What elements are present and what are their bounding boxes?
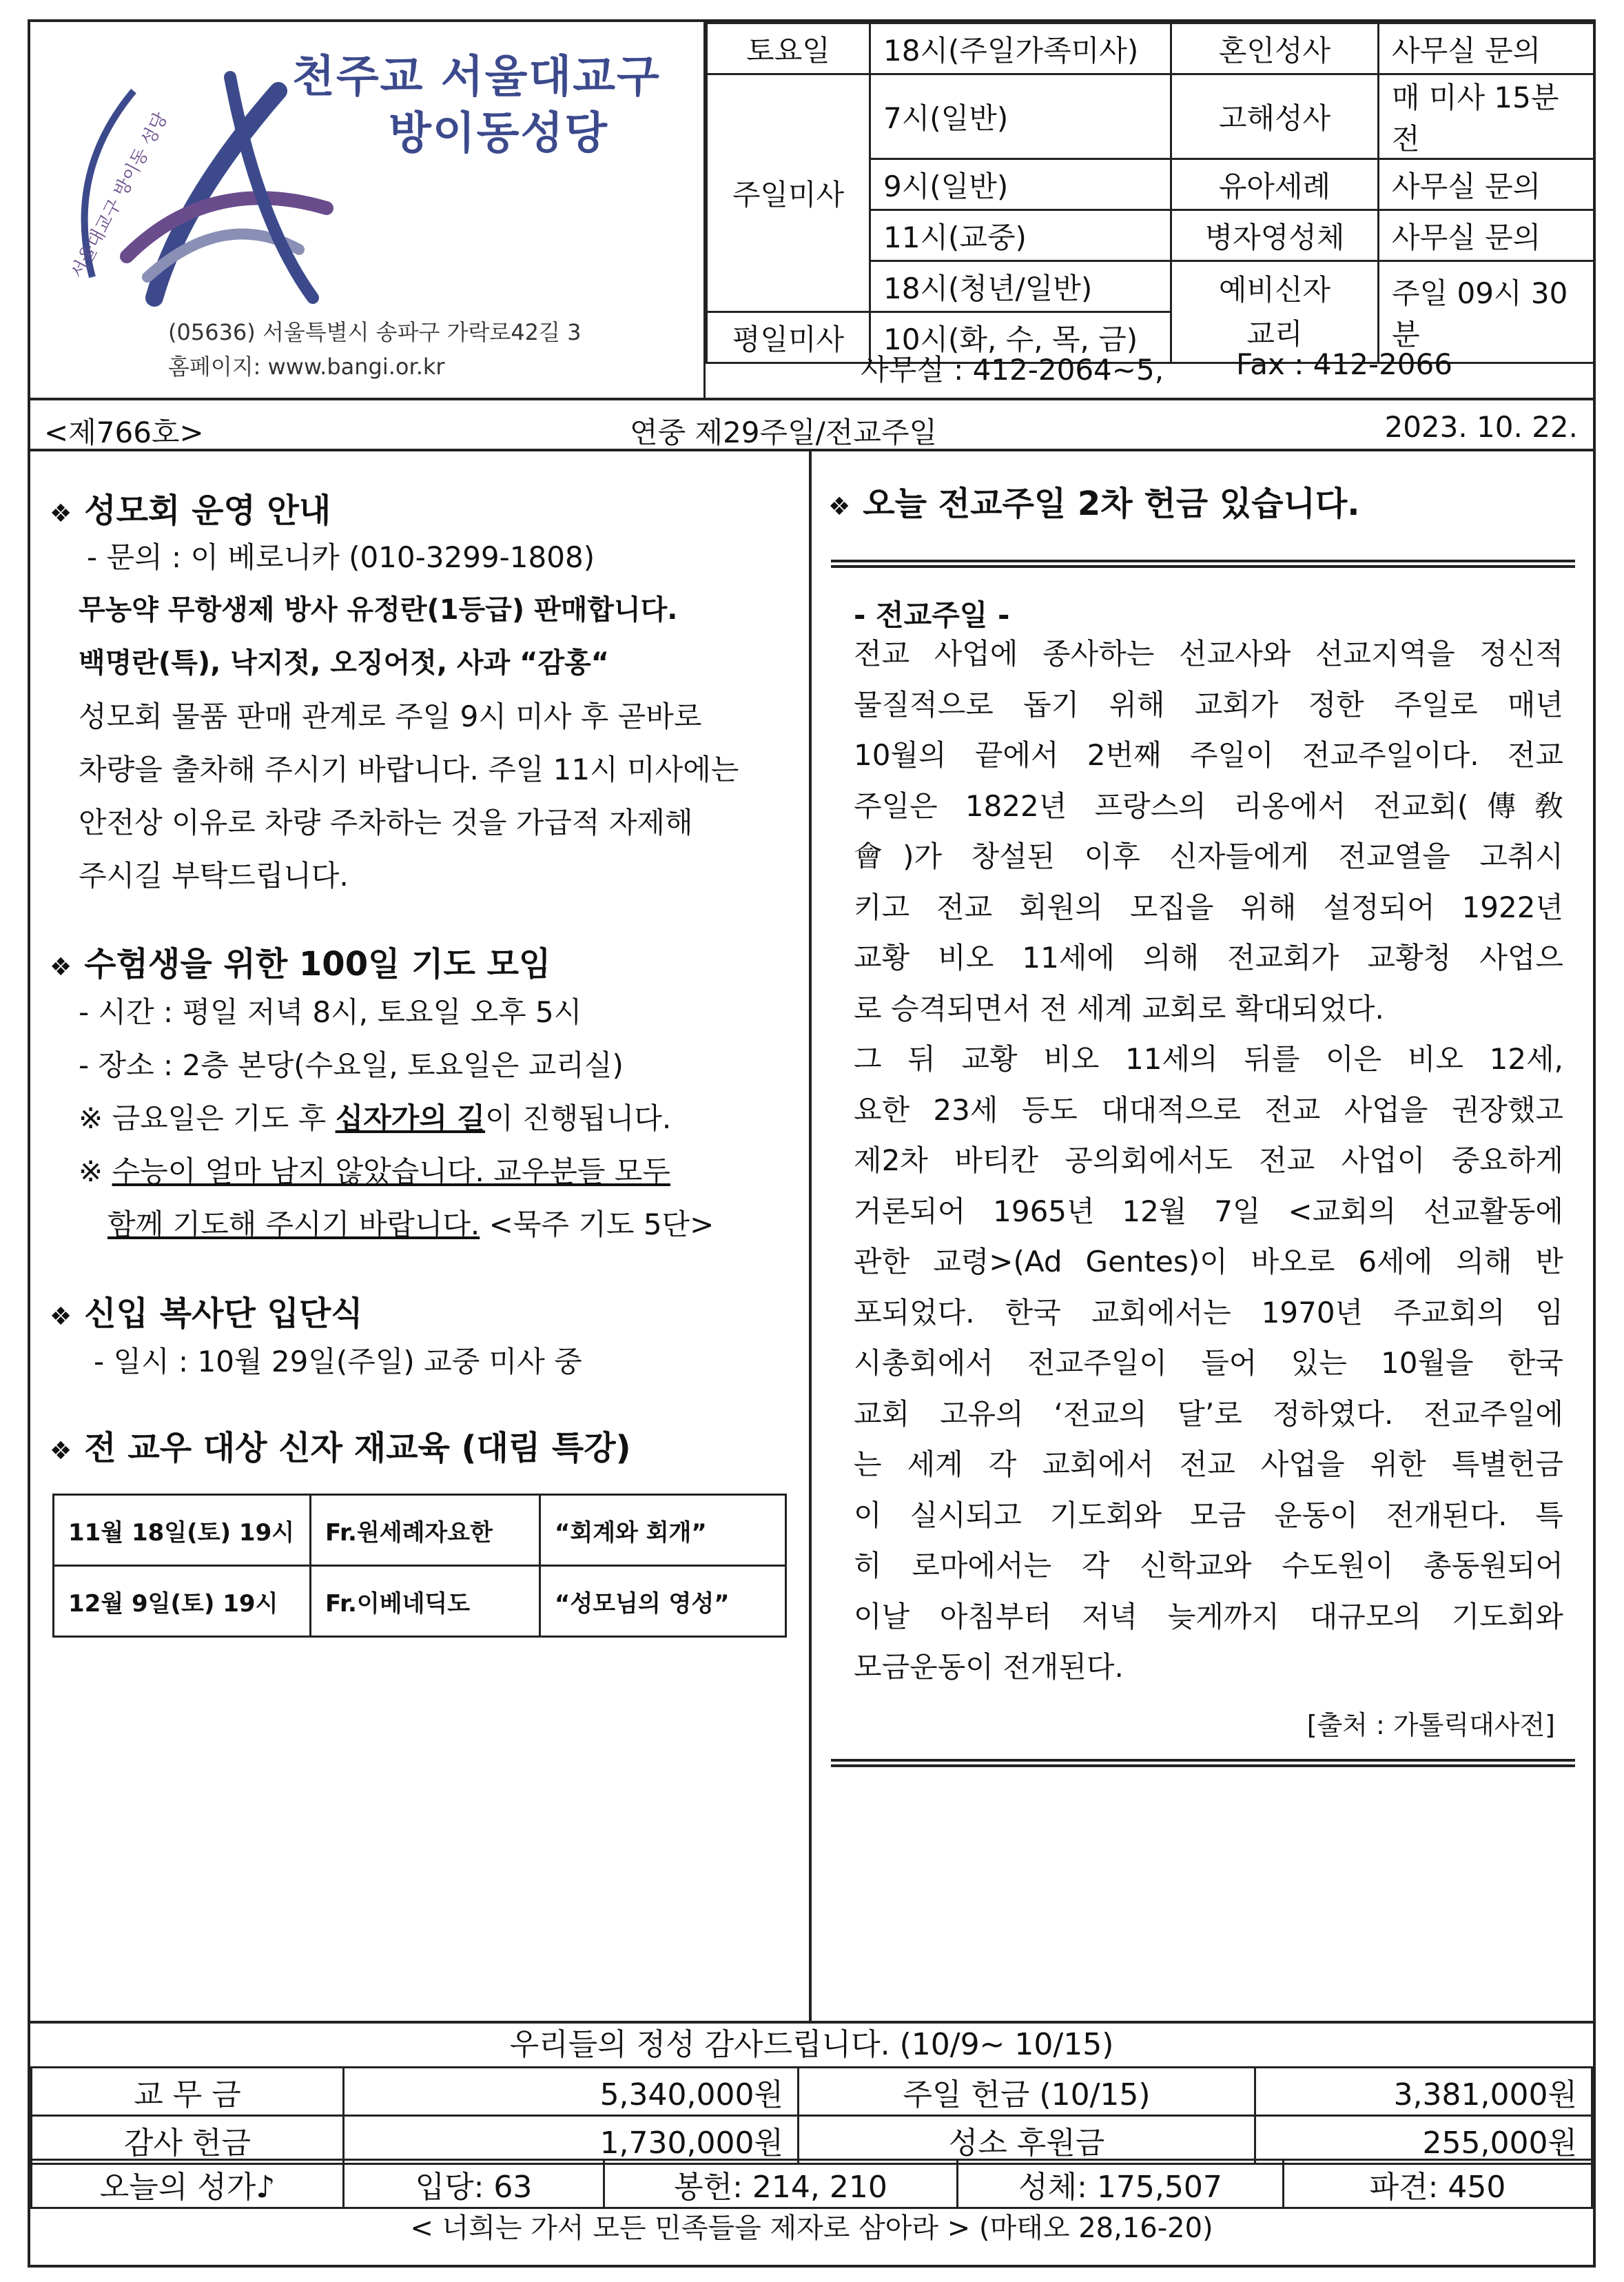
hymn-communion: 성체: 175,507 — [958, 2160, 1284, 2208]
section-altar-servers — [50, 1287, 363, 1334]
offering-thanks: 우리들의 정성 감사드립니다. (10/9~ 10/15) — [30, 2021, 1593, 2066]
hymn-offertory: 봉헌: 214, 210 — [604, 2160, 958, 2208]
section-title: ❖ 성모회 운영 안내 — [50, 491, 331, 530]
article-line: 會)가 창설된 이후 신자들에게 전교열을 고취시 — [854, 839, 1563, 873]
saturday-time: 18시(주일가족미사) — [870, 23, 1171, 74]
hymn-dismissal: 파견: 450 — [1284, 2160, 1592, 2208]
service-info: 사무실 문의 — [1379, 23, 1595, 74]
service-name: 병자영성체 — [1171, 210, 1379, 261]
prayer-note-2: ※ 수능이 얼마 남지 않았습니다. 교우분들 모두 — [79, 1154, 670, 1188]
collection-notice-text: 오늘 전교주일 2차 헌금 있습니다. — [863, 485, 1360, 523]
mass-schedule-table — [706, 22, 1596, 364]
article-line: 시총회에서 전교주일이 들어 있는 10월을 한국 — [854, 1346, 1563, 1380]
column-divider — [809, 451, 812, 2021]
service-info: 사무실 문의 — [1379, 159, 1595, 210]
diamond-bullet-icon: ❖ — [50, 953, 72, 981]
issue-number: <제766호> — [44, 416, 204, 449]
article-line: 교황 비오 11세에 의해 전교회가 교황청 사업으 — [854, 941, 1563, 975]
service-info: 사무실 문의 — [1379, 210, 1595, 261]
table-row — [32, 2068, 1592, 2116]
sunday-mass-label: 주일미사 — [707, 74, 870, 312]
office-fax: Fax : 412-2066 — [1236, 347, 1452, 381]
issue-bar — [30, 398, 1593, 451]
table-row — [54, 1566, 786, 1637]
lecture-date: 11월 18일(토) 19시 — [54, 1495, 311, 1566]
diamond-bullet-icon: ❖ — [50, 1437, 72, 1465]
body-line: 성모회 물품 판매 관계로 주일 9시 미사 후 곧바로 — [79, 700, 702, 733]
lecture-speaker: Fr.원세례자요한 — [311, 1495, 540, 1566]
sunday-time: 7시(일반) — [870, 74, 1171, 159]
collection-notice — [828, 477, 1360, 524]
table-row — [54, 1495, 786, 1566]
article-line: 주일은 1822년 프랑스의 리옹에서 전교회(傳敎 — [854, 788, 1563, 823]
logo-area — [30, 22, 706, 398]
lecture-topic: “회계와 회개” — [540, 1495, 786, 1566]
article-line: 10월의 끝에서 2번째 주일이 전교주일이다. 전교 — [854, 738, 1563, 772]
section-title: ❖ 전 교우 대상 신자 재교육 (대림 특강) — [50, 1429, 631, 1467]
article-line: 교회 고유의 ‘전교의 달’로 정하였다. 전교주일에 — [854, 1396, 1563, 1431]
lecture-table — [52, 1494, 787, 1638]
article-title: - 전교주일 - — [854, 598, 1010, 632]
service-name: 혼인성사 — [1171, 23, 1379, 74]
offering-label: 교 무 금 — [32, 2068, 344, 2116]
logo-title: 천주교 서울대교구 — [292, 52, 661, 103]
article-line: 이 실시되고 기도회와 모금 운동이 전개된다. 특 — [854, 1498, 1563, 1532]
section-parents-assoc — [50, 484, 331, 531]
offering-label: 감사 헌금 — [32, 2116, 344, 2164]
sale-notice: 무농약 무항생제 방사 유정란(1등급) 판매합니다. — [79, 594, 678, 626]
service-info: 매 미사 15분 전 — [1379, 74, 1595, 159]
scripture-verse: < 너희는 가서 모든 민족들을 제자로 삼아라 > (마태오 28,16-20) — [410, 2212, 1213, 2244]
parish-name: 방이동성당 — [389, 108, 609, 159]
offering-label: 주일 헌금 (10/15) — [799, 2068, 1255, 2116]
article-body — [854, 629, 1563, 1693]
body-line: 안전상 이유로 차량 주차하는 것을 가급적 자제해 — [79, 806, 693, 839]
logo-arc-text: 서울대교구 방이동 성당 — [67, 109, 172, 282]
article-line: 로 승격되면서 전 세계 교회로 확대되었다. — [854, 991, 1384, 1026]
section-prayer-meeting — [50, 937, 551, 985]
body-line: 차량을 출차해 주시기 바랍니다. 주일 11시 미사에는 — [79, 753, 739, 786]
offering-table — [30, 2066, 1593, 2165]
article-source: [출처 : 가톨릭대사전] — [1306, 1710, 1555, 1740]
article-line: 히 로마에서는 각 신학교와 수도원이 총동원되어 — [854, 1549, 1563, 1582]
service-name: 유아세례 — [1171, 159, 1379, 210]
table-row — [32, 2116, 1592, 2164]
homepage: 홈페이지: www.bangi.or.kr — [168, 354, 445, 380]
article-line: 키고 전교 회원의 모집을 위해 설정되어 1922년 — [854, 890, 1563, 924]
catechumen-label-1: 예비신자 — [1218, 272, 1331, 307]
lecture-date: 12월 9일(토) 19시 — [54, 1566, 311, 1637]
article-line: 물질적으로 돕기 위해 교회가 정한 주일로 매년 — [854, 687, 1563, 722]
article-line: 모금운동이 전개된다. — [854, 1650, 1124, 1684]
table-row — [32, 2160, 1592, 2208]
diamond-bullet-icon: ❖ — [50, 1303, 72, 1331]
article-line: 전교 사업에 종사하는 선교사와 선교지역을 정신적 — [854, 637, 1563, 671]
saturday-label: 토요일 — [707, 23, 870, 74]
double-rule — [831, 560, 1575, 568]
double-rule — [831, 1759, 1575, 1767]
offering-value: 255,000원 — [1255, 2116, 1592, 2164]
hymn-table — [30, 2159, 1593, 2209]
address: (05636) 서울특별시 송파구 가락로42길 3 — [168, 319, 582, 345]
contact-row — [706, 331, 1596, 398]
prayer-place: - 장소 : 2층 본당(수요일, 토요일은 교리실) — [79, 1048, 624, 1082]
issue-date: 2023. 10. 22. — [1384, 410, 1578, 444]
offering-label: 성소 후원금 — [799, 2116, 1255, 2164]
issue-title: 연중 제29주일/전교주일 — [630, 416, 938, 449]
diamond-bullet-icon: ❖ — [828, 493, 851, 521]
article-line: 제2차 바티칸 공의회에서도 전교 사업이 중요하게 — [854, 1143, 1563, 1177]
lecture-speaker: Fr.이베네딕도 — [311, 1566, 540, 1637]
article-line: 거론되어 1965년 12월 7일 <교회의 선교활동에 — [854, 1194, 1563, 1228]
article-line: 포되었다. 한국 교회에서는 1970년 주교회의 임 — [854, 1295, 1563, 1330]
hymn-label: 오늘의 성가♪ — [32, 2160, 344, 2208]
sunday-time: 11시(교중) — [870, 210, 1171, 261]
catechumen-label-2: 교리 — [1246, 316, 1303, 351]
hymn-entry: 입당: 63 — [344, 2160, 604, 2208]
article-line: 이날 아침부터 저녁 늦게까지 대규모의 기도회와 — [854, 1599, 1563, 1633]
body-line: 주시길 부탁드립니다. — [79, 859, 349, 893]
sunday-time: 18시(청년/일반) — [870, 261, 1171, 312]
bulletin-frame — [28, 19, 1596, 2268]
prayer-note-1: ※ 금요일은 기도 후 십자가의 길이 진행됩니다. — [79, 1101, 672, 1135]
section-title: ❖ 신입 복사단 입단식 — [50, 1294, 363, 1333]
sale-items: 백명란(특), 낙지젓, 오징어젓, 사과 “감홍“ — [79, 647, 610, 679]
section-title: ❖ 수험생을 위한 100일 기도 모임 — [50, 945, 551, 984]
offering-value: 3,381,000원 — [1255, 2068, 1592, 2116]
catechumen-time: 주일 09시 30분 — [1379, 261, 1595, 363]
article-line: 요한 23세 등도 대대적으로 전교 사업을 권장했고 — [854, 1092, 1563, 1127]
lecture-topic: “성모님의 영성” — [540, 1566, 786, 1637]
weekday-time: 10시(화, 수, 목, 금) — [870, 312, 1171, 363]
offering-value: 1,730,000원 — [344, 2116, 799, 2164]
office-phone: 사무실 : 412-2064~5, — [861, 353, 1164, 387]
weekday-mass-label: 평일미사 — [707, 312, 870, 363]
prayer-note-2-cont: 함께 기도해 주시기 바랍니다. <묵주 기도 5단> — [107, 1208, 715, 1241]
diamond-bullet-icon: ❖ — [50, 500, 72, 528]
section-advent-lecture — [50, 1421, 631, 1469]
service-name: 고해성사 — [1171, 74, 1379, 159]
prayer-time: - 시간 : 평일 저녁 8시, 토요일 오후 5시 — [79, 995, 582, 1029]
offering-value: 5,340,000원 — [344, 2068, 799, 2116]
altar-server-date: - 일시 : 10월 29일(주일) 교중 미사 중 — [94, 1345, 582, 1378]
contact-line: - 문의 : 이 베로니카 (010-3299-1808) — [87, 540, 595, 574]
article-line: 그 뒤 교황 비오 11세의 뒤를 이은 비오 12세, — [854, 1042, 1563, 1076]
article-line: 관한 교령>(Ad Gentes)이 바오로 6세에 의해 반 — [854, 1245, 1563, 1278]
sunday-time: 9시(일반) — [870, 159, 1171, 210]
article-line: 는 세계 각 교회에서 전교 사업을 위한 특별헌금 — [854, 1447, 1563, 1481]
